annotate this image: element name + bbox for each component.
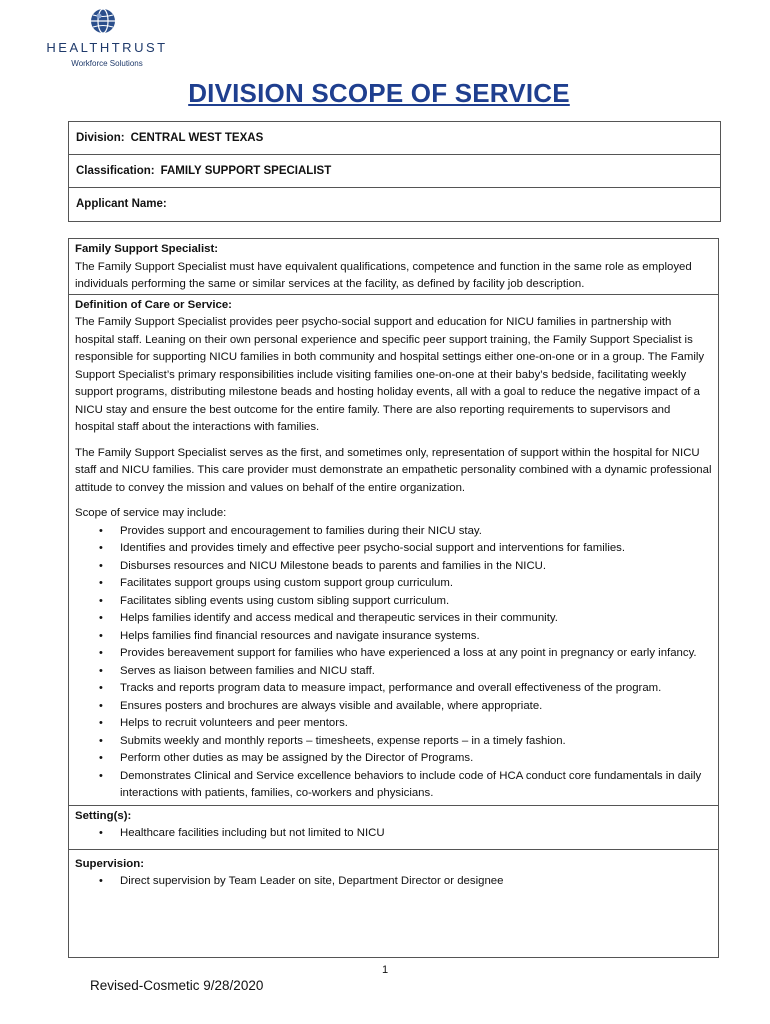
bullet-icon: •	[99, 542, 103, 554]
supervision-heading: Supervision:	[75, 857, 144, 870]
bullet-icon: •	[99, 664, 103, 677]
bullet-icon: •	[99, 734, 103, 747]
bullet-icon: •	[99, 717, 103, 729]
list-item	[75, 733, 712, 751]
settings-section	[69, 806, 718, 850]
classification-label: Classification:	[76, 165, 155, 177]
list-item-text: Perform other duties as may be assigned by the Director of Programs.	[120, 752, 474, 764]
list-item	[75, 558, 712, 576]
supervision-list	[75, 873, 712, 891]
list-item	[75, 698, 712, 716]
bullet-icon: •	[99, 594, 103, 607]
bullet-icon: •	[99, 699, 103, 712]
classification-value: FAMILY SUPPORT SPECIALIST	[160, 165, 332, 177]
list-item	[75, 645, 712, 663]
settings-heading: Setting(s):	[75, 809, 132, 822]
applicant-label: Applicant Name:	[76, 198, 167, 210]
role-section	[69, 239, 718, 295]
list-item-text: Helps families find financial resources and navigate insurance systems.	[120, 629, 480, 642]
bullet-icon: •	[99, 524, 103, 537]
list-item	[75, 575, 712, 593]
scope-intro: Scope of service may include:	[75, 507, 227, 519]
list-item	[75, 715, 712, 733]
list-item-text: Submits weekly and monthly reports – timesheets, expense reports – in a timely fashion.	[120, 734, 566, 747]
list-item	[75, 750, 712, 768]
definition-paragraph-2: The Family Support Specialist serves as the first, and sometimes only, representation of support within the hospital for NICU staff and NICU families. This care provider must demonstrate an empathetic personality combined with a dynamic professional attitude to convey the mission and values on behalf of the entire organization.	[75, 446, 712, 494]
list-item-text: Identifies and provides timely and effective peer psycho-social support and interventions for families.	[120, 542, 626, 554]
list-item	[75, 523, 712, 541]
definition-section	[69, 295, 718, 806]
settings-list	[75, 825, 712, 843]
list-item-text: Provides bereavement support for families who have experienced a loss at any point in pregnancy or early infancy.	[120, 647, 697, 659]
supervision-section	[69, 850, 718, 891]
bullet-icon: •	[99, 629, 103, 642]
bullet-icon: •	[99, 577, 103, 589]
bullet-icon: •	[99, 682, 103, 694]
list-item-text: Disburses resources and NICU Milestone beads to parents and families in the NICU.	[120, 559, 547, 572]
division-value: CENTRAL WEST TEXAS	[130, 132, 264, 144]
list-item	[75, 628, 712, 646]
list-item-text: Helps families identify and access medical and therapeutic services in their community.	[120, 612, 558, 624]
bullet-icon: •	[99, 769, 103, 782]
bullet-icon: •	[99, 752, 103, 764]
list-item-text: Direct supervision by Team Leader on site, Department Director or designee	[120, 875, 504, 887]
bullet-icon: •	[99, 827, 103, 839]
role-heading: Family Support Specialist:	[75, 243, 219, 255]
bullet-icon: •	[99, 612, 103, 624]
list-item	[75, 663, 712, 681]
role-text: The Family Support Specialist must have equivalent qualifications, competence and function in the same role as employed individuals performing the same or similar services at the facility, as defined by facility job description.	[75, 260, 692, 290]
logo-wordmark: HEALTHTRUST	[46, 40, 168, 55]
division-row	[69, 122, 720, 155]
list-item	[75, 768, 712, 803]
list-item	[75, 540, 712, 558]
definition-paragraph-1: The Family Support Specialist provides peer psycho-social support and education for NICU families in partnership with hospital staff. Leaning on their own personal experience and specific peer support training, the Family Support Specialist is responsible for supporting NICU families in both community and hospital settings either one-on-one or in a group. The Family Support Specialist’s primary responsibilities include visiting families one-on-one at their baby’s bedside, facilitating weekly support programs, distributing milestone beads and hosting holiday events, all with a goal to reduce the negative impact of a NICU stay and ensure the best outcome for the entire family. There are also reporting requirements to supervisors and hospital staff about the interactions with families.	[75, 316, 705, 433]
list-item-text: Provides support and encouragement to families during their NICU stay.	[120, 524, 482, 537]
list-item-text: Serves as liaison between families and NICU staff.	[120, 664, 375, 677]
list-item-text: Tracks and reports program data to measure impact, performance and overall effectiveness of the program.	[120, 682, 662, 694]
globe-icon	[90, 8, 116, 34]
info-table	[68, 121, 721, 222]
page-number: 1	[381, 964, 389, 976]
company-logo	[42, 6, 172, 72]
list-item	[75, 680, 712, 698]
bullet-icon: •	[99, 875, 103, 887]
scope-list	[75, 523, 712, 803]
list-item	[75, 873, 712, 891]
list-item	[75, 825, 712, 843]
list-item	[75, 593, 712, 611]
list-item-text: Facilitates support groups using custom support group curriculum.	[120, 577, 454, 589]
division-label: Division:	[76, 132, 125, 144]
list-item-text: Healthcare facilities including but not limited to NICU	[120, 827, 385, 839]
definition-heading: Definition of Care or Service:	[75, 298, 232, 311]
bullet-icon: •	[99, 559, 103, 572]
list-item-text: Ensures posters and brochures are always visible and available, where appropriate.	[120, 699, 543, 712]
list-item-text: Helps to recruit volunteers and peer mentors.	[120, 717, 348, 729]
page-title: DIVISION SCOPE OF SERVICE	[188, 78, 570, 108]
list-item-text: Facilitates sibling events using custom sibling support curriculum.	[120, 594, 450, 607]
list-item-text: Demonstrates Clinical and Service excellence behaviors to include code of HCA conduct core fundamentals in daily interactions with patients, families, co-workers and physicians.	[120, 769, 702, 799]
revision-note: Revised-Cosmetic 9/28/2020	[90, 978, 264, 993]
logo-subtitle: Workforce Solutions	[71, 59, 143, 68]
bullet-icon: •	[99, 647, 103, 659]
scope-body	[68, 238, 719, 958]
classification-row	[69, 155, 720, 188]
list-item	[75, 610, 712, 628]
applicant-row	[69, 188, 720, 221]
